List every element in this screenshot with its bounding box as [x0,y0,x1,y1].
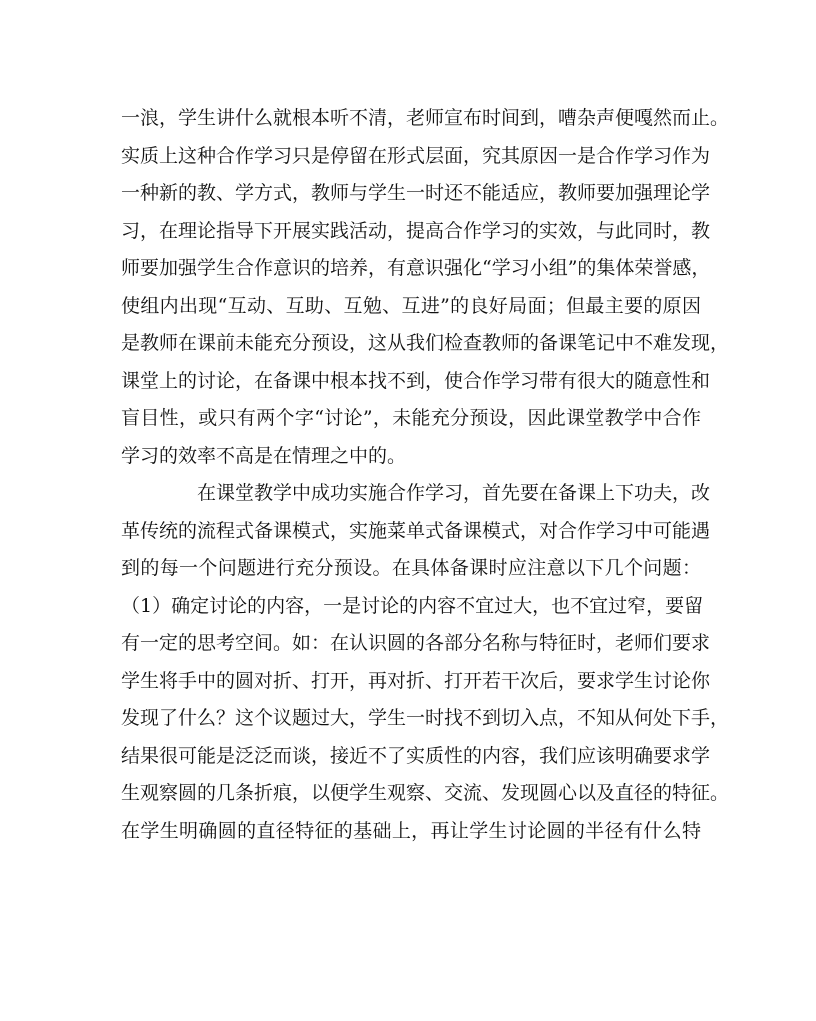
paragraph-1 [121,100,730,475]
paragraph-line: 使组内出现“互动、互助、互勉、互进”的良好局面；但最主要的原因 [121,294,701,317]
paragraph-line: 是教师在课前未能充分预设，这从我们检查教师的备课笔记中不难发现， [121,332,730,354]
paragraph-line: 师要加强学生合作意识的培养，有意识强化“学习小组”的集体荣誉感， [121,257,711,279]
paragraph-line: 一种新的教、学方式，教师与学生一时还不能适应，教师要加强理论学 [121,182,711,204]
body-text [121,100,730,850]
paragraph-line: 到的每一个问题进行充分预设。在具体备课时应注意以下几个问题： [121,557,701,579]
paragraph-line: 一浪，学生讲什么就根本听不清，老师宣布时间到，嘈杂声便嘎然而止。 [121,107,730,129]
paragraph-line: 学习的效率不高是在情理之中的。 [121,444,407,467]
paragraph-line: （1）确定讨论的内容，一是讨论的内容不宜过大，也不宜过窄，要留 [121,594,704,617]
paragraph-line: 课堂上的讨论，在备课中根本找不到，使合作学习带有很大的随意性和 [121,369,711,392]
paragraph-line: 盲目性，或只有两个字“讨论”，未能充分预设，因此课堂教学中合作 [121,407,701,429]
paragraph-line: 实质上这种合作学习只是停留在形式层面，究其原因一是合作学习作为 [121,144,711,167]
paragraph-line: 学生将手中的圆对折、打开，再对折、打开若干次后，要求学生讨论你 [121,669,711,692]
paragraph-line: 革传统的流程式备课模式，实施菜单式备课模式，对合作学习中可能遇 [121,519,711,542]
paragraph-line: 生观察圆的几条折痕，以便学生观察、交流、发现圆心以及直径的特征。 [121,782,730,804]
paragraph-line: 在学生明确圆的直径特征的基础上，再让学生讨论圆的半径有什么特 [121,819,701,842]
paragraph-line: 习，在理论指导下开展实践活动，提高合作学习的实效，与此同时，教 [121,219,711,242]
paragraph-line: 发现了什么？这个议题过大，学生一时找不到切入点，不知从何处下手， [121,707,730,729]
paragraph-line: 有一定的思考空间。如：在认识圆的各部分名称与特征时，老师们要求 [121,632,711,654]
paragraph-line: 结果很可能是泛泛而谈，接近不了实质性的内容，我们应该明确要求学 [121,744,711,767]
paragraph-2 [121,475,730,850]
paragraph-line: 在课堂教学中成功实施合作学习，首先要在备课上下功夫，改 [197,482,711,504]
